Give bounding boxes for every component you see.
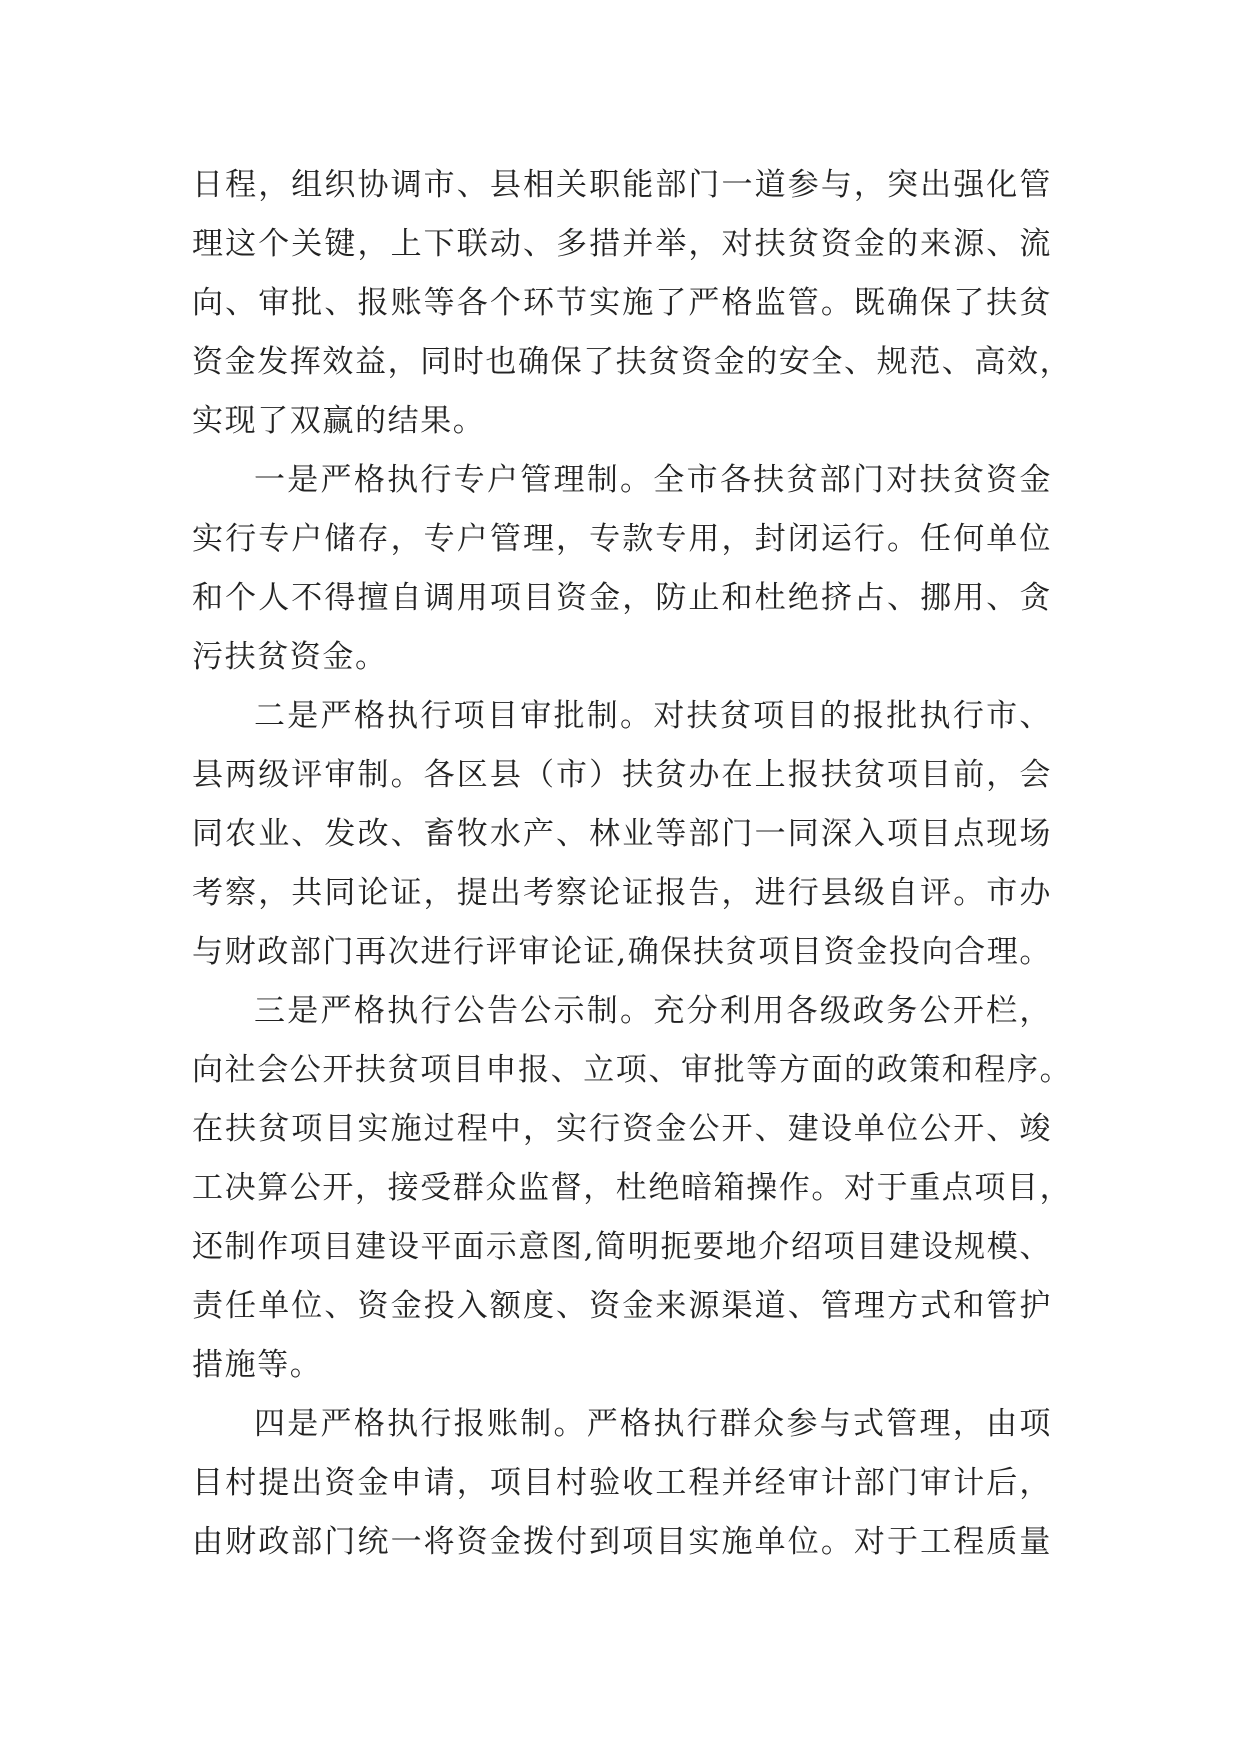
text-line: 工决算公开，接受群众监督，杜绝暗箱操作。对于重点项目， bbox=[192, 1170, 1073, 1206]
document-body bbox=[192, 156, 1073, 1572]
text-line: 向、审批、报账等各个环节实施了严格监管。既确保了扶贫 bbox=[192, 285, 1052, 321]
text-line: 一是严格执行专户管理制。全市各扶贫部门对扶贫资金 bbox=[254, 462, 1052, 498]
text-line: 责任单位、资金投入额度、资金来源渠道、管理方式和管护 bbox=[192, 1288, 1052, 1324]
text-line: 考察，共同论证，提出考察论证报告，进行县级自评。市办 bbox=[192, 875, 1052, 911]
text-line: 和个人不得擅自调用项目资金，防止和杜绝挤占、挪用、贪 bbox=[192, 580, 1052, 616]
text-line: 日程，组织协调市、县相关职能部门一道参与，突出强化管 bbox=[192, 167, 1052, 203]
text-line: 实现了双赢的结果。 bbox=[192, 403, 486, 439]
paragraph-project-approval bbox=[192, 687, 1052, 982]
text-line: 三是严格执行公告公示制。充分利用各级政务公开栏， bbox=[254, 993, 1052, 1029]
paragraph-public-notice bbox=[192, 982, 1073, 1395]
text-line: 二是严格执行项目审批制。对扶贫项目的报批执行市、 bbox=[254, 698, 1052, 734]
paragraph-account-management bbox=[192, 451, 1052, 687]
text-line: 向社会公开扶贫项目申报、立项、审批等方面的政策和程序。 bbox=[192, 1052, 1073, 1088]
text-line: 在扶贫项目实施过程中，实行资金公开、建设单位公开、竣 bbox=[192, 1111, 1052, 1147]
text-line: 同农业、发改、畜牧水产、林业等部门一同深入项目点现场 bbox=[192, 816, 1052, 852]
text-line: 目村提出资金申请，项目村验收工程并经审计部门审计后， bbox=[192, 1465, 1052, 1501]
text-line: 还制作项目建设平面示意图,简明扼要地介绍项目建设规模、 bbox=[192, 1229, 1052, 1265]
text-line: 措施等。 bbox=[192, 1347, 323, 1383]
text-line: 四是严格执行报账制。严格执行群众参与式管理，由项 bbox=[254, 1406, 1052, 1442]
text-line: 县两级评审制。各区县（市）扶贫办在上报扶贫项目前，会 bbox=[192, 757, 1052, 793]
text-line: 理这个关键，上下联动、多措并举，对扶贫资金的来源、流 bbox=[192, 226, 1052, 262]
paragraph-intro bbox=[192, 156, 1073, 451]
paragraph-reimbursement bbox=[192, 1395, 1052, 1572]
text-line: 污扶贫资金。 bbox=[192, 639, 388, 675]
text-line: 由财政部门统一将资金拨付到项目实施单位。对于工程质量 bbox=[192, 1524, 1052, 1560]
text-line: 与财政部门再次进行评审论证,确保扶贫项目资金投向合理。 bbox=[192, 934, 1052, 970]
text-line: 资金发挥效益，同时也确保了扶贫资金的安全、规范、高效， bbox=[192, 344, 1073, 380]
text-line: 实行专户储存，专户管理，专款专用，封闭运行。任何单位 bbox=[192, 521, 1052, 557]
